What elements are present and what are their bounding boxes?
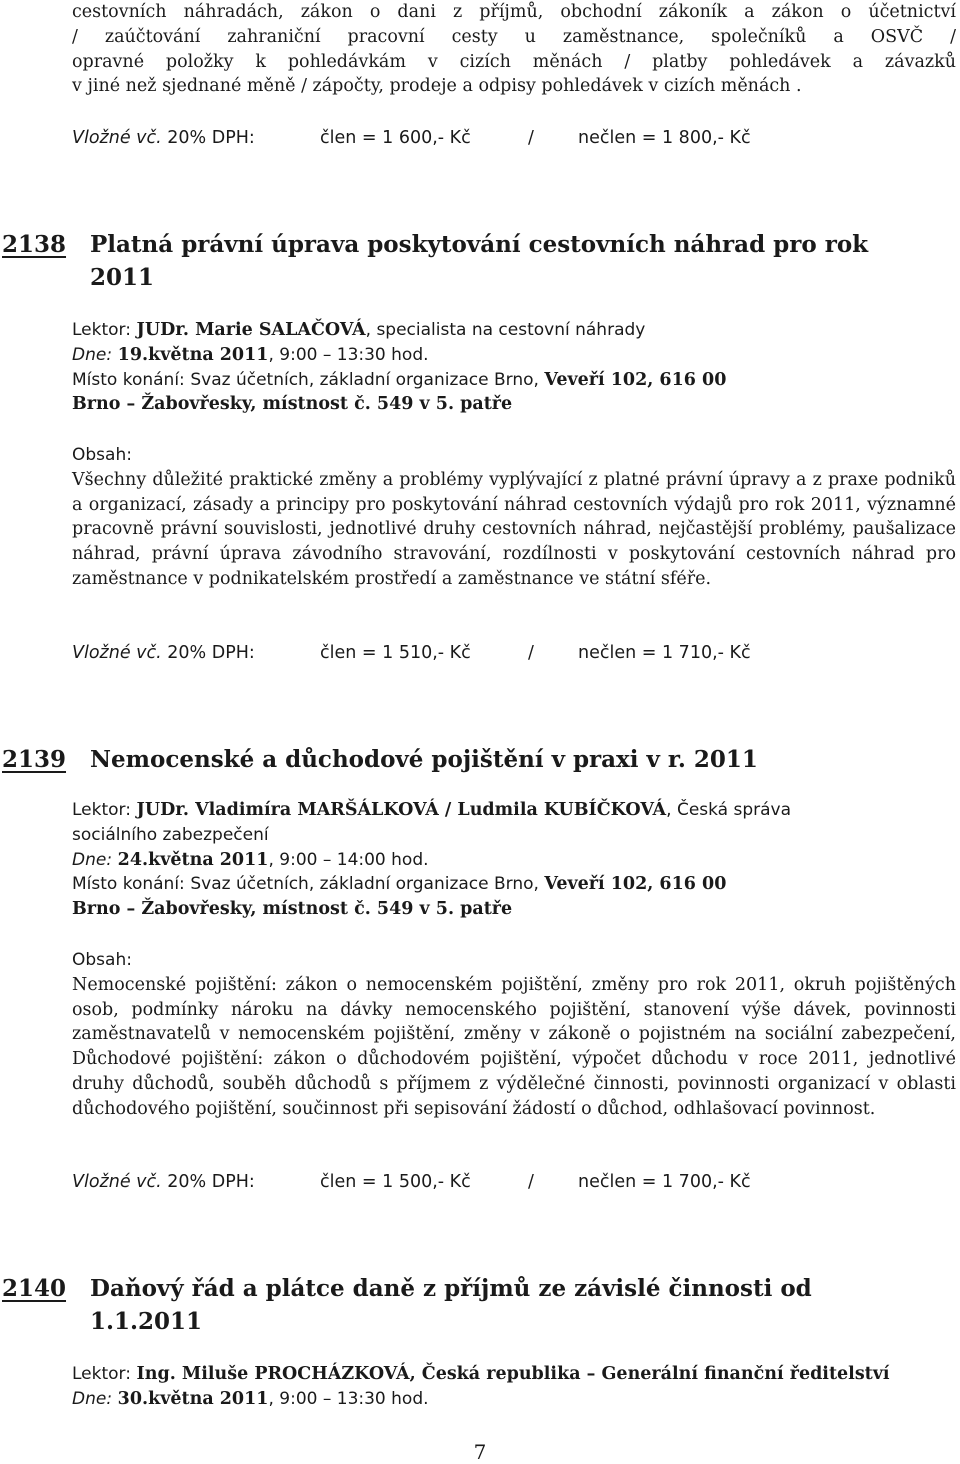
intro-line-4: v jiné než sjednané měně / zápočty, prodeje a odpisy pohledávek v cizích měnách . (72, 76, 802, 97)
place-address: Veveří 102, 616 00 (544, 874, 727, 895)
price-slash: / (528, 643, 534, 663)
course-number: 2140 (2, 1275, 67, 1302)
lektor-label: Lektor: (72, 320, 131, 340)
course-date: 24.května 2011 (117, 849, 269, 870)
intro-line-2: / zaúčtování zahraniční pracovní cesty u zaměstnance, společníků a OSVČ / (72, 26, 956, 47)
date-label: Dne: (72, 344, 113, 365)
lektor-text: Ing. Miluše PROCHÁZKOVÁ, Česká republika – Generální finanční ředitelství (136, 1364, 890, 1384)
course-2139-details (72, 798, 956, 922)
page-number: 7 (473, 1440, 487, 1464)
nonmember-price: nečlen = 1 800,- Kč (578, 128, 751, 148)
lektor-role: , Česká správa (666, 800, 792, 820)
lektor-role-line-2: sociálního zabezpečení (72, 824, 269, 845)
date-label: Dne: (72, 1388, 113, 1409)
course-2139-content (72, 948, 956, 1122)
course-time: , 9:00 – 13:30 hod. (268, 344, 429, 365)
member-price: člen = 1 510,- Kč (320, 643, 471, 663)
lektor-label: Lektor: (72, 800, 131, 820)
course-title-line-2: 2011 (90, 264, 155, 291)
course-date: 30.května 2011 (117, 1388, 269, 1409)
dph-label: 20% DPH: (167, 1172, 255, 1192)
course-title-line-2: 1.1.2011 (90, 1308, 203, 1335)
course-title-line-1: Daňový řád a plátce daně z příjmů ze závislé činnosti od (90, 1275, 812, 1302)
intro-paragraph (72, 0, 956, 99)
place-org: Svaz účetních, základní organizace Brno, (190, 369, 545, 390)
course-time: , 9:00 – 14:00 hod. (268, 849, 429, 870)
price-line-2139 (72, 1172, 956, 1192)
place-line-2: Brno – Žabovřesky, místnost č. 549 v 5. patře (72, 899, 513, 920)
lektor-name: JUDr. Marie SALAČOVÁ (136, 320, 366, 340)
lektor-role: , specialista na cestovní náhrady (365, 320, 646, 340)
place-org: Svaz účetních, základní organizace Brno, (190, 874, 545, 895)
place-label: Místo konání: (72, 874, 185, 895)
course-time: , 9:00 – 13:30 hod. (268, 1388, 429, 1409)
price-line-0 (72, 128, 956, 148)
price-line-2138 (72, 643, 956, 663)
date-label: Dne: (72, 849, 113, 870)
dph-label: 20% DPH: (167, 643, 255, 663)
vlozne-label: Vložné vč. (72, 1172, 162, 1192)
course-2138-details (72, 318, 956, 417)
price-slash: / (528, 1172, 534, 1192)
course-title-line-1: Nemocenské a důchodové pojištění v praxi v r. 2011 (90, 746, 758, 773)
intro-line-1: cestovních náhradách, zákon o dani z příjmů, obchodní zákoník a zákon o účetnictví (72, 2, 956, 22)
place-address: Veveří 102, 616 00 (544, 369, 727, 390)
content-label: Obsah: (72, 950, 132, 970)
intro-line-3: opravné položky k pohledávkám v cizích měnách / platby pohledávek a závazků (72, 51, 956, 72)
member-price: člen = 1 600,- Kč (320, 128, 471, 148)
course-number: 2138 (2, 231, 67, 258)
course-2139-heading (2, 743, 956, 776)
course-number: 2139 (2, 746, 67, 773)
price-slash: / (528, 128, 534, 148)
content-text: Všechny důležité praktické změny a problémy vyplývající z platné právní úpravy a z praxe podniků a organizací, zásady a principy pro poskytování náhrad cestovních výdajů pro rok 2011, významné pracovně právní souvislosti, jednotlivé druhy cestovních náhrad, nejčastější problémy, paušalizace náhrad, právní úprava závodního stravování, rozdílnosti v poskytování cestovních náhrad pro zaměstnance v podnikatelském prostředí a zaměstnance ve státní sféře. (72, 469, 956, 589)
vlozne-label: Vložné vč. (72, 128, 162, 148)
nonmember-price: nečlen = 1 710,- Kč (578, 643, 751, 663)
course-date: 19.května 2011 (117, 344, 269, 365)
course-2138-content (72, 443, 956, 592)
course-2138-heading (2, 228, 956, 294)
lektor-name: JUDr. Vladimíra MARŠÁLKOVÁ / Ludmila KUBÍČKOVÁ (136, 800, 667, 820)
nonmember-price: nečlen = 1 700,- Kč (578, 1172, 751, 1192)
course-title-line-1: Platná právní úprava poskytování cestovních náhrad pro rok (90, 231, 869, 258)
dph-label: 20% DPH: (167, 128, 255, 148)
course-2140-heading (2, 1272, 956, 1338)
member-price: člen = 1 500,- Kč (320, 1172, 471, 1192)
content-label: Obsah: (72, 445, 132, 465)
vlozne-label: Vložné vč. (72, 643, 162, 663)
place-line-2: Brno – Žabovřesky, místnost č. 549 v 5. patře (72, 394, 513, 415)
place-label: Místo konání: (72, 369, 185, 390)
content-text: Nemocenské pojištění: zákon o nemocenském pojištění, změny pro rok 2011, okruh pojištěných osob, podmínky nároku na dávky nemocenského pojištění, stanovení výše dávek, povinnosti zaměstnavatelů v nemocenském pojištění, změny v zákoně o pojistném na sociální zabezpečení, Důchodové pojištění: zákon o důchodovém pojištění, výpočet důchodu v roce 2011, jednotlivé druhy důchodů, souběh důchodů s příjmem z výdělečné činnosti, povinnosti organizací v oblasti důchodového pojištění, součinnost při sepisování žádostí o důchod, odhlašovací povinnost. (72, 974, 956, 1119)
lektor-label: Lektor: (72, 1364, 131, 1384)
course-2140-details (72, 1362, 956, 1412)
